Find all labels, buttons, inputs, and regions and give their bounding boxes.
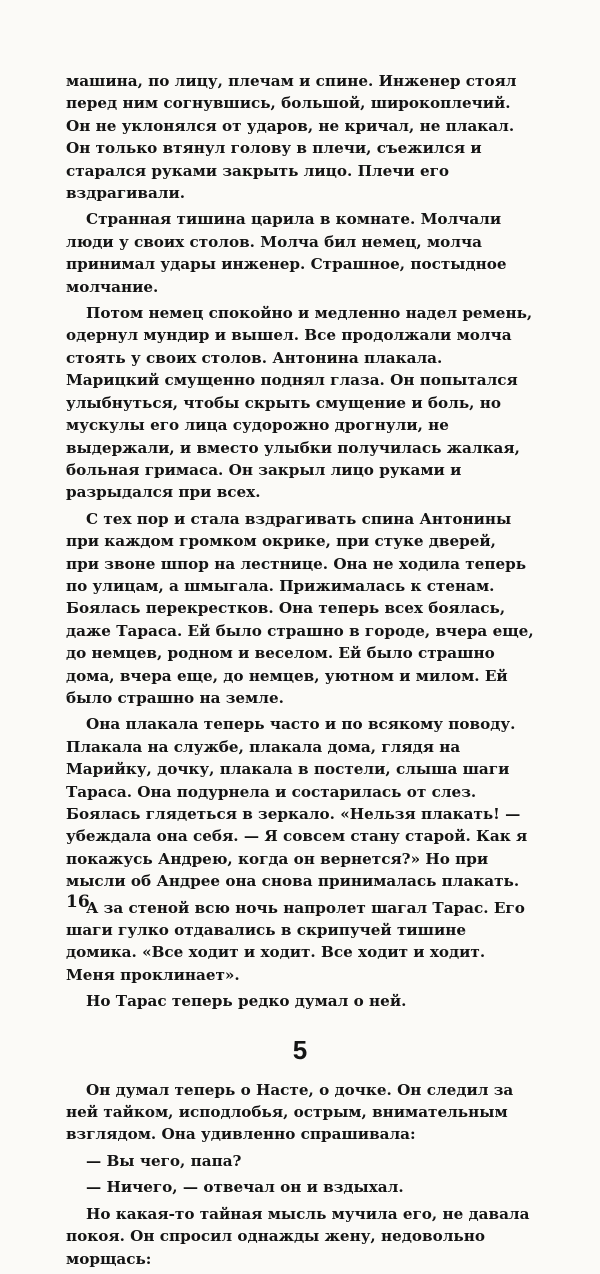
paragraph: С тех пор и стала вздрагивать спина Антонины при каждом громком окрике, при стуке дверей, при звоне шпор на лестнице. Она не ходила теперь по улицам, а шмыгала. Прижималась к стенам. Боялась перекрестков. Она теперь всех боялась, даже Тараса. Ей было страшно в городе, вчера еще, до немцев, родном и веселом. Ей было страшно дома, вчера еще, до немцев, уютном и милом. Ей было страшно на земле. [66,509,534,707]
paragraph: Но какая-то тайная мысль мучила его, не давала покоя. Он спросил однажды жену, недовольно морщась: [66,1204,530,1268]
chapter-number: 5 [292,1034,308,1065]
paragraph: Он думал теперь о Насте, о дочке. Он следил за ней тайком, исподлобья, острым, внимательным взглядом. Она удивленно спрашивала: [66,1080,514,1144]
body-text [66,70,534,1274]
paragraph: Потом немец спокойно и медленно надел ремень, одернул мундир и вышел. Все продолжали молча стоять у своих столов. Антонина плакала. Марицкий смущенно поднял глаза. Он попытался улыбнуться, чтобы скрыть смущение и боль, но мускулы его лица судорожно дрогнули, не выдержали, и вместо улыбки получилась жалкая, больная гримаса. Он закрыл лицо руками и разрыдался при всех. [66,304,533,502]
paragraph: машина, по лицу, плечам и спине. Инженер стоял перед ним согнувшись, большой, широкоплечий. Он не уклонялся от ударов, не кричал, не плакал. Он только втянул голову в плечи, съежился и старался руками закрыть лицо. Плечи его вздрагивали. [66,72,517,203]
dialogue-line: — Вы чего, папа? [86,1151,242,1170]
paragraph: Странная тишина царила в комнате. Молчали люди у своих столов. Молча бил немец, молча принимал удары инженер. Страшное, постыдное молчание. [66,210,507,296]
paragraph: А за стеной всю ночь напролет шагал Тарас. Его шаги гулко отдавались в скрипучей тишине домика. «Все ходит и ходит. Все ходит и ходит. Меня проклинает». [66,898,525,984]
paragraph: Она плакала теперь часто и по всякому поводу. Плакала на службе, плакала дома, глядя на Марийку, дочку, плакала в постели, слыша шаги Тараса. Она подурнела и состарилась от слез. Боялась глядеться в зеркало. «Нельзя плакать! — убеждала она себя. — Я совсем стану старой. Как я покажусь Андрею, когда он вернется?» Но при мысли об Андрее она снова принималась плакать. [66,715,528,891]
page-number: 16 [66,892,90,912]
dialogue-line: — Ничего, — отвечал он и вздыхал. [86,1178,404,1197]
paragraph: Но Тарас теперь редко думал о ней. [86,992,407,1011]
